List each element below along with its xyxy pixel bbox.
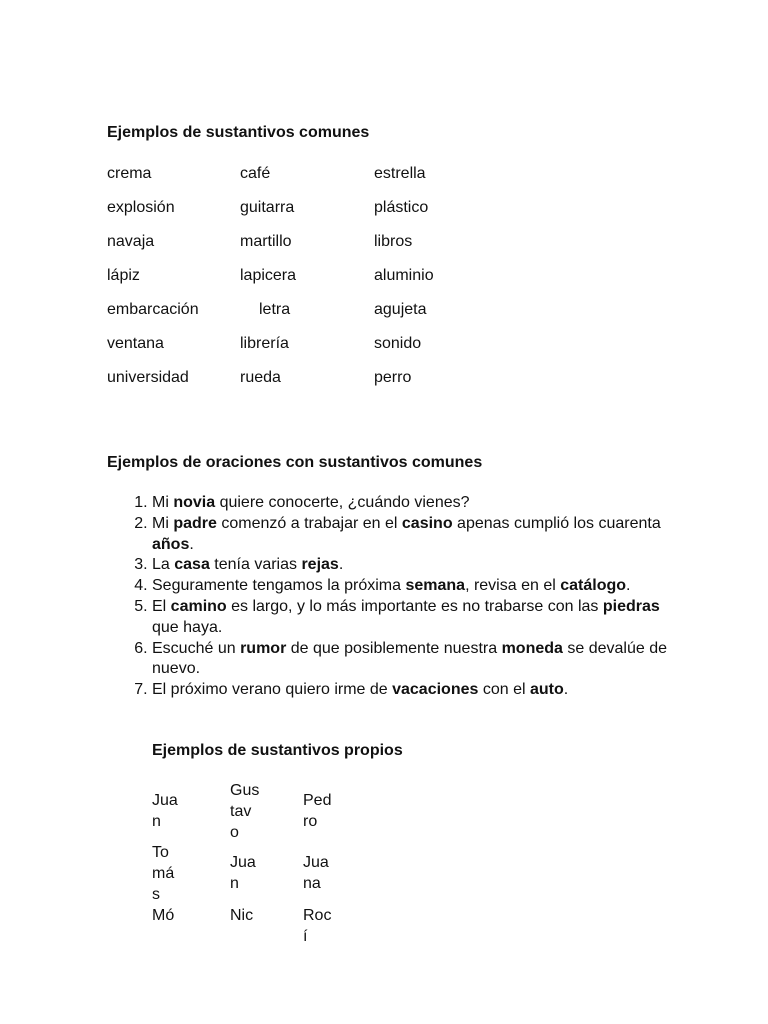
sentences-heading: Ejemplos de oraciones con sustantivos comunes xyxy=(107,454,483,471)
sentence-list xyxy=(129,493,672,701)
common-noun-word: letra xyxy=(259,301,291,318)
proper-noun-cell: Nic xyxy=(230,907,254,924)
noun-highlight: padre xyxy=(173,514,217,532)
common-noun-word: rueda xyxy=(240,369,281,386)
common-noun-word: universidad xyxy=(107,369,189,386)
common-nouns-heading: Ejemplos de sustantivos comunes xyxy=(107,124,370,141)
sentence-text: con el xyxy=(478,681,530,699)
sentence-text: La xyxy=(152,556,175,574)
proper-noun-cell: Rocí xyxy=(303,907,332,945)
proper-noun-cell: Juan xyxy=(230,854,256,892)
sentence-text: tenía varias xyxy=(209,556,302,574)
sentence-text: . xyxy=(563,681,569,699)
sentence-item xyxy=(152,555,672,576)
proper-noun-cell: Mó xyxy=(152,907,175,924)
common-noun-word: libros xyxy=(374,233,413,250)
sentence-text: El xyxy=(152,597,171,615)
common-noun-word: guitarra xyxy=(240,199,295,216)
sentence-text: Escuché un xyxy=(152,639,241,657)
sentence-text: que haya. xyxy=(152,618,223,636)
sentence-text: de que posiblemente nuestra xyxy=(286,639,502,657)
noun-highlight: novia xyxy=(173,494,216,511)
common-noun-word: café xyxy=(240,165,271,182)
proper-noun-cell: Juan xyxy=(152,792,178,830)
proper-noun-cell: Pedro xyxy=(303,792,332,830)
common-noun-word: sonido xyxy=(374,335,422,352)
common-noun-word: plástico xyxy=(374,199,429,216)
common-noun-word: explosión xyxy=(107,199,175,216)
noun-highlight: rumor xyxy=(240,639,287,657)
noun-highlight: casa xyxy=(174,556,210,574)
noun-highlight: catálogo xyxy=(560,577,627,595)
noun-highlight: piedras xyxy=(602,597,660,615)
proper-nouns-heading: Ejemplos de sustantivos propios xyxy=(152,742,403,759)
noun-highlight: casino xyxy=(401,514,453,532)
noun-highlight: rejas xyxy=(301,556,339,574)
common-noun-word: agujeta xyxy=(374,301,427,318)
common-noun-word: estrella xyxy=(374,165,426,182)
noun-highlight: moneda xyxy=(501,639,563,657)
common-noun-word: lápiz xyxy=(107,267,140,284)
common-noun-word: perro xyxy=(374,369,412,386)
common-noun-word: crema xyxy=(107,165,152,182)
common-noun-word: ventana xyxy=(107,335,164,352)
sentence-item xyxy=(152,639,672,681)
common-noun-word: lapicera xyxy=(240,267,297,284)
common-noun-word: martillo xyxy=(240,233,292,250)
sentence-text: Mi xyxy=(152,494,174,511)
common-noun-word: embarcación xyxy=(107,301,199,318)
sentence-item xyxy=(152,597,672,639)
sentence-text: . xyxy=(189,535,194,553)
sentence-item xyxy=(152,680,672,701)
proper-noun-cell: Gustavo xyxy=(230,782,260,841)
sentence-item xyxy=(152,514,672,556)
noun-highlight: semana xyxy=(405,577,466,595)
proper-noun-cell: Juana xyxy=(303,854,329,892)
sentence-text: Mi xyxy=(152,514,174,532)
sentence-text: , revisa en el xyxy=(465,577,561,595)
noun-highlight: auto xyxy=(529,681,564,699)
sentence-text: es largo, y lo más importante es no trabarse con las xyxy=(226,597,603,615)
sentence-text: Seguramente tengamos la próxima xyxy=(152,577,406,595)
noun-highlight: camino xyxy=(170,597,227,615)
proper-noun-cell: Tomás xyxy=(152,844,175,903)
common-noun-word: librería xyxy=(240,335,289,352)
sentence-item xyxy=(152,576,672,597)
sentence-item xyxy=(152,493,672,514)
noun-highlight: vacaciones xyxy=(392,681,479,699)
sentence-text: . xyxy=(338,556,344,574)
sentence-text: El próximo verano quiero irme de xyxy=(152,681,393,699)
common-noun-word: aluminio xyxy=(374,267,434,284)
sentence-text: se devalúe de nuevo. xyxy=(152,639,667,678)
common-noun-word: navaja xyxy=(107,233,155,250)
sentence-text: . xyxy=(626,577,631,595)
sentence-text: quiere conocerte, ¿cuándo vienes? xyxy=(215,494,470,511)
sentence-text: apenas cumplió los cuarenta xyxy=(452,514,661,532)
sentence-text: comenzó a trabajar en el xyxy=(216,514,402,532)
noun-highlight: años xyxy=(152,535,190,553)
